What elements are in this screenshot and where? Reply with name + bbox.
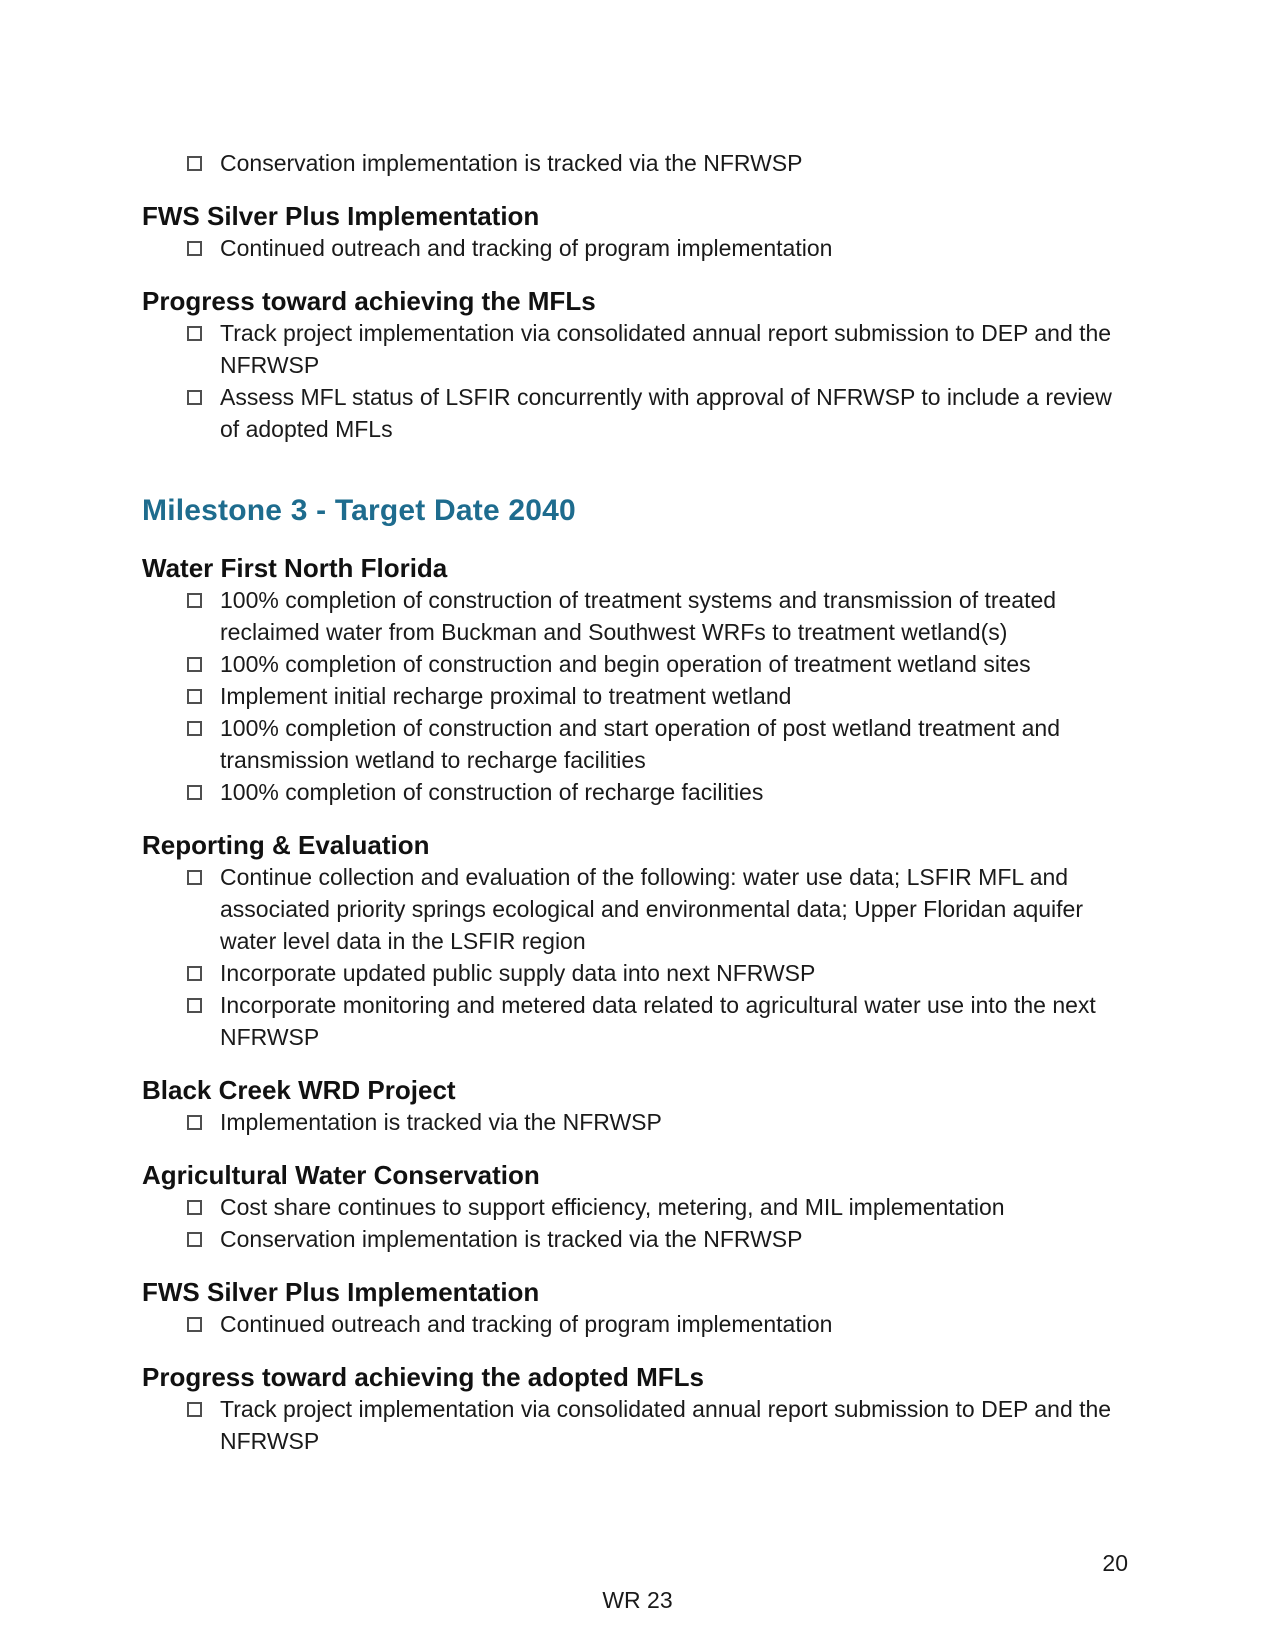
checkbox-icon: [187, 657, 202, 672]
bullet-text: 100% completion of construction of recharge facilities: [220, 779, 764, 805]
subsection-heading: FWS Silver Plus Implementation: [142, 201, 540, 231]
checkbox-icon: [187, 241, 202, 256]
bullet-text: Conservation implementation is tracked via the NFRWSP: [220, 150, 803, 176]
checkbox-bullet-item: [142, 1106, 1132, 1138]
bullet-text: Conservation implementation is tracked via the NFRWSP: [220, 1226, 803, 1252]
bullet-text: Assess MFL status of LSFIR concurrently with approval of NFRWSP to include a review of adopted MFLs: [220, 384, 1112, 442]
checkbox-icon: [187, 966, 202, 981]
checkbox-bullet-item: [142, 317, 1132, 381]
checkbox-bullet-item: [142, 147, 1132, 179]
checkbox-icon: [187, 689, 202, 704]
checkbox-icon: [187, 1115, 202, 1130]
checkbox-icon: [187, 721, 202, 736]
document-body: [142, 147, 1132, 1457]
bullet-text: Implement initial recharge proximal to treatment wetland: [220, 683, 792, 709]
bullet-text: Incorporate updated public supply data into next NFRWSP: [220, 960, 816, 986]
bullet-text: 100% completion of construction and start operation of post wetland treatment and transmission wetland to recharge facilities: [220, 715, 1061, 773]
bullet-text: Cost share continues to support efficiency, metering, and MIL implementation: [220, 1194, 1005, 1220]
milestone-section-title: Milestone 3 - Target Date 2040: [142, 494, 576, 527]
checkbox-bullet-item: [142, 1393, 1132, 1457]
checkbox-icon: [187, 593, 202, 608]
subsection-heading: Agricultural Water Conservation: [142, 1160, 540, 1190]
footer-doc-code: WR 23: [602, 1587, 673, 1613]
checkbox-bullet-item: [142, 680, 1132, 712]
checkbox-bullet-item: [142, 1223, 1132, 1255]
checkbox-icon: [187, 326, 202, 341]
checkbox-icon: [187, 1232, 202, 1247]
bullet-text: Continued outreach and tracking of program implementation: [220, 1311, 833, 1337]
checkbox-bullet-item: [142, 1308, 1132, 1340]
bullet-text: 100% completion of construction and begin operation of treatment wetland sites: [220, 651, 1031, 677]
checkbox-icon: [187, 785, 202, 800]
checkbox-bullet-item: [142, 381, 1132, 445]
checkbox-bullet-item: [142, 957, 1132, 989]
checkbox-icon: [187, 1317, 202, 1332]
bullet-text: Track project implementation via consolidated annual report submission to DEP and the NFRWSP: [220, 320, 1112, 378]
checkbox-icon: [187, 156, 202, 171]
checkbox-icon: [187, 1200, 202, 1215]
checkbox-icon: [187, 390, 202, 405]
bullet-text: Continued outreach and tracking of program implementation: [220, 235, 833, 261]
subsection-heading: Progress toward achieving the adopted MFLs: [142, 1362, 704, 1392]
bullet-text: Implementation is tracked via the NFRWSP: [220, 1109, 662, 1135]
bullet-text: Continue collection and evaluation of the following: water use data; LSFIR MFL and associated priority springs ecological and environmental data; Upper Floridan aquifer water level data in the LSFIR region: [220, 864, 1083, 954]
checkbox-bullet-item: [142, 648, 1132, 680]
checkbox-icon: [187, 870, 202, 885]
checkbox-bullet-item: [142, 776, 1132, 808]
subsection-heading: Water First North Florida: [142, 553, 448, 583]
checkbox-bullet-item: [142, 1191, 1132, 1223]
checkbox-bullet-item: [142, 861, 1132, 957]
bullet-text: Track project implementation via consolidated annual report submission to DEP and the NFRWSP: [220, 1396, 1112, 1454]
bullet-text: 100% completion of construction of treatment systems and transmission of treated reclaimed water from Buckman and Southwest WRFs to treatment wetland(s): [220, 587, 1057, 645]
subsection-heading: Reporting & Evaluation: [142, 830, 430, 860]
subsection-heading: Progress toward achieving the MFLs: [142, 286, 596, 316]
checkbox-bullet-item: [142, 584, 1132, 648]
checkbox-bullet-item: [142, 989, 1132, 1053]
subsection-heading: Black Creek WRD Project: [142, 1075, 456, 1105]
checkbox-icon: [187, 1402, 202, 1417]
checkbox-bullet-item: [142, 712, 1132, 776]
bullet-text: Incorporate monitoring and metered data related to agricultural water use into the next NFRWSP: [220, 992, 1096, 1050]
checkbox-bullet-item: [142, 232, 1132, 264]
checkbox-icon: [187, 998, 202, 1013]
subsection-heading: FWS Silver Plus Implementation: [142, 1277, 540, 1307]
page-number: 20: [1102, 1550, 1128, 1576]
